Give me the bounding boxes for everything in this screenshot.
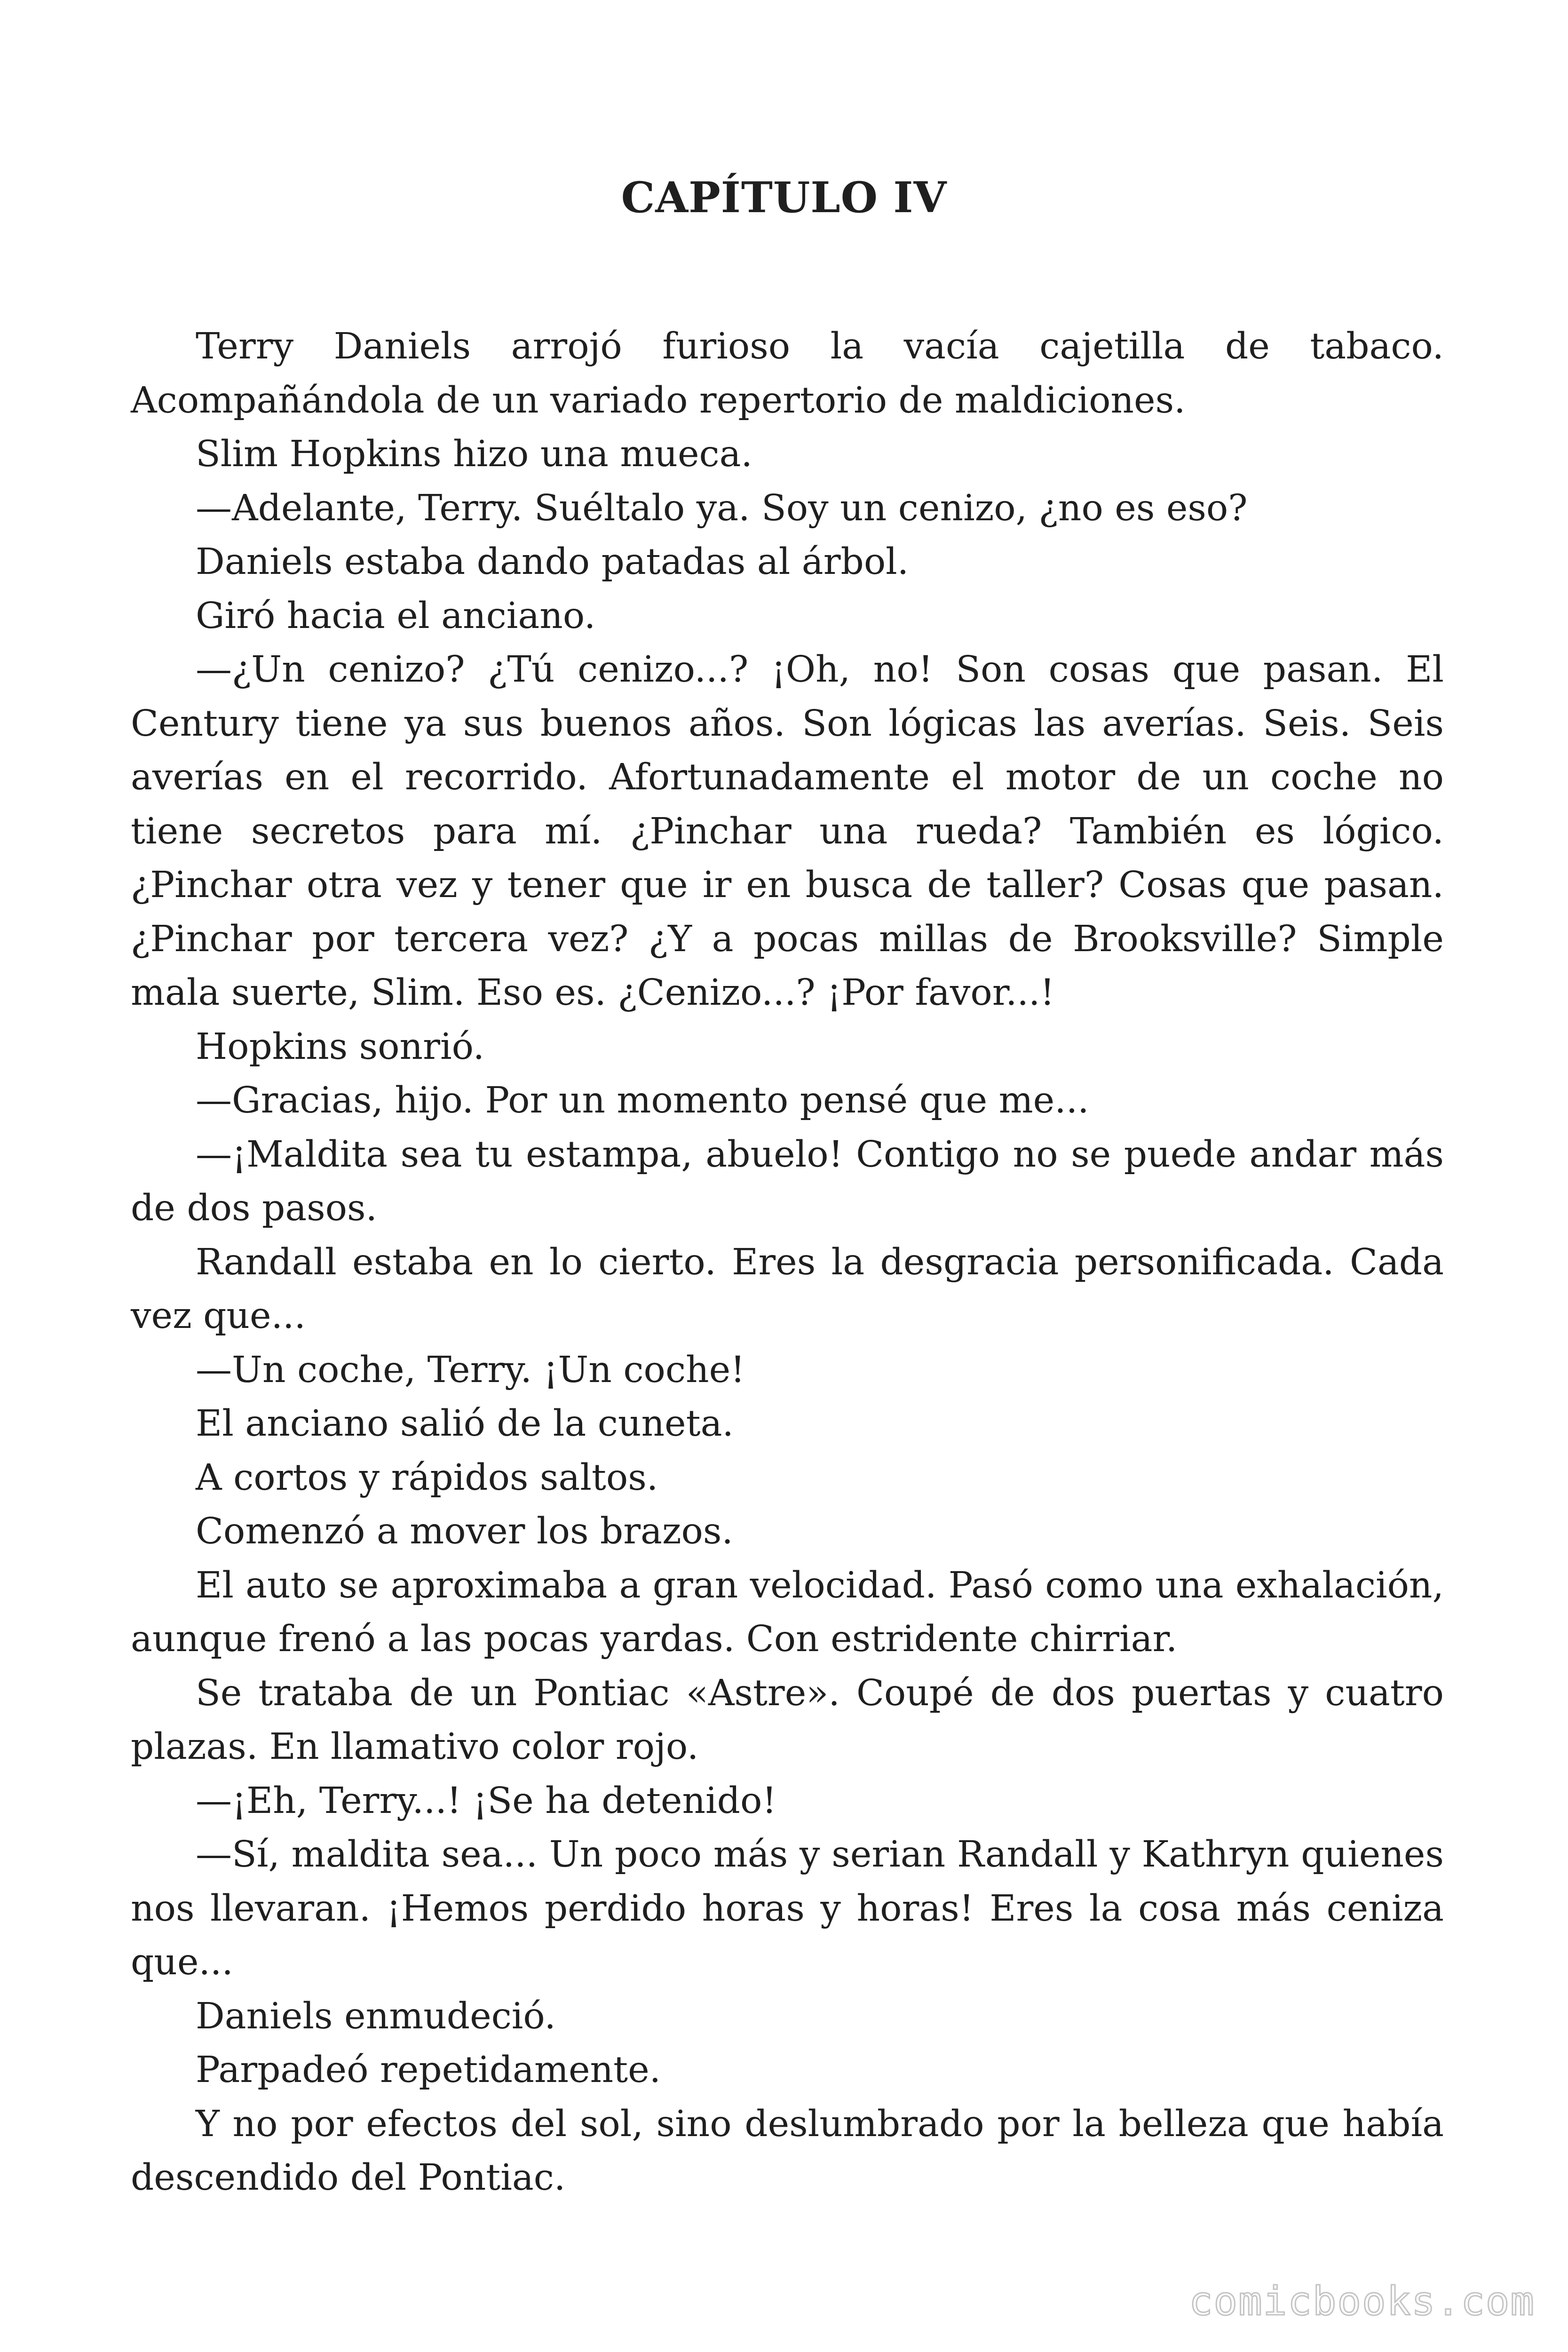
paragraph: Daniels enmudeció. <box>196 1995 556 2037</box>
paragraph: Hopkins sonrió. <box>196 1025 485 1068</box>
paragraph: —¡Eh, Terry...! ¡Se ha detenido! <box>196 1780 777 1822</box>
paragraph: Y no por efectos del sol, sino deslumbrado por la belleza que había descendido del Pontiac. <box>131 2103 1444 2199</box>
paragraph: —¿Un cenizo? ¿Tú cenizo...? ¡Oh, no! Son cosas que pasan. El Century tiene ya sus buenos años. Son lógicas las averías. Seis. Seis averías en el recorrido. Afortunadamente el motor de un coche no tiene secretos para mí. ¿Pinchar una rueda? También es lógico. ¿Pinchar otra vez y tener que ir en busca de taller? Cosas que pasan. ¿Pinchar por tercera vez? ¿Y a pocas millas de Brooksville? Simple mala suerte, Slim. Eso es. ¿Cenizo...? ¡Por favor...! <box>131 649 1444 1014</box>
paragraph: El anciano salió de la cuneta. <box>196 1403 734 1445</box>
paragraph: —Un coche, Terry. ¡Un coche! <box>196 1349 745 1391</box>
paragraph: Slim Hopkins hizo una mueca. <box>196 433 753 475</box>
chapter-title: CAPÍTULO IV <box>621 173 947 222</box>
paragraph: El auto se aproximaba a gran velocidad. Pasó como una exhalación, aunque frenó a las pocas yardas. Con estridente chirriar. <box>131 1564 1444 1660</box>
paragraph: —Gracias, hijo. Por un momento pensé que me... <box>196 1080 1089 1121</box>
paragraph: Se trataba de un Pontiac «Astre». Coupé de dos puertas y cuatro plazas. En llamativo color rojo. <box>131 1672 1444 1768</box>
paragraph: A cortos y rápidos saltos. <box>196 1456 658 1499</box>
paragraph: Terry Daniels arrojó furioso la vacía cajetilla de tabaco. Acompañándola de un variado repertorio de maldiciones. <box>131 326 1444 421</box>
paragraph: Parpadeó repetidamente. <box>196 2049 661 2091</box>
paragraph: Comenzó a mover los brazos. <box>196 1510 733 1552</box>
paragraph: —Adelante, Terry. Suéltalo ya. Soy un cenizo, ¿no es eso? <box>196 487 1248 529</box>
paragraph: Giró hacia el anciano. <box>196 595 596 637</box>
chapter-body <box>131 320 1444 2205</box>
paragraph: —Sí, maldita sea... Un poco más y serian Randall y Kathryn quienes nos llevaran. ¡Hemos perdido horas y horas! Eres la cosa más ceniza que... <box>131 1834 1444 1983</box>
paragraph: —¡Maldita sea tu estampa, abuelo! Contigo no se puede andar más de dos pasos. <box>131 1133 1444 1229</box>
watermark: comicbooks.com <box>1188 2278 1535 2324</box>
paragraph: Daniels estaba dando patadas al árbol. <box>196 541 909 583</box>
paragraph: Randall estaba en lo cierto. Eres la desgracia personificada. Cada vez que... <box>131 1241 1444 1337</box>
